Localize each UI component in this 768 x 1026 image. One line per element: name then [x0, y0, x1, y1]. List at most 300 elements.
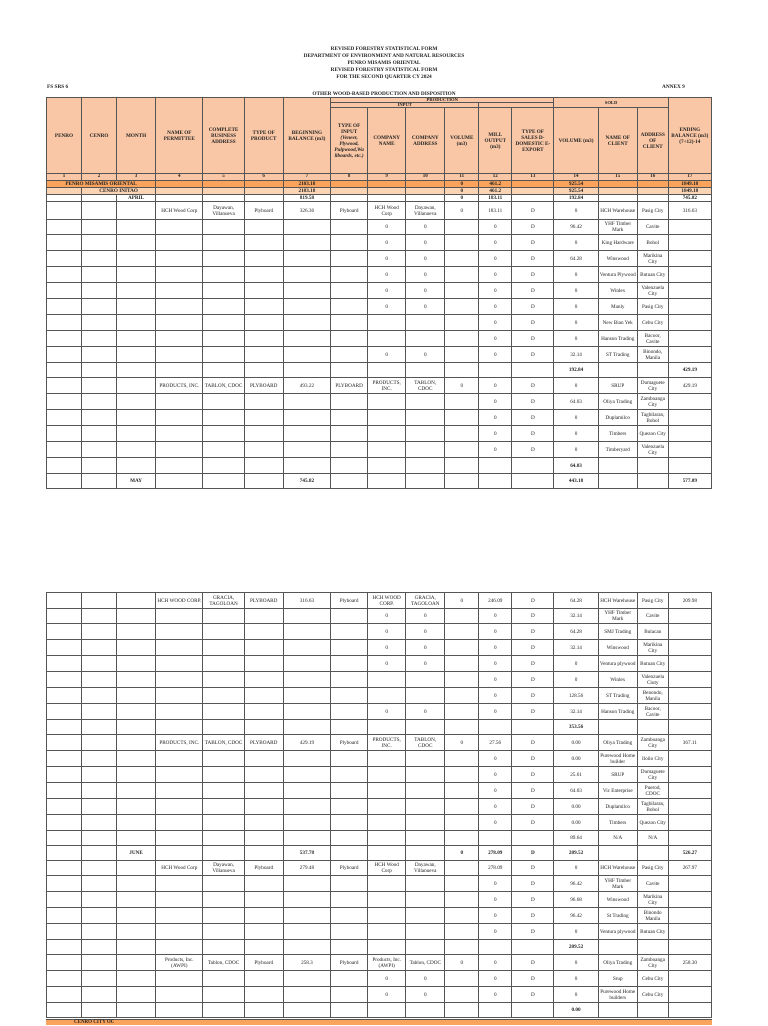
- table-cell: Plyboard: [244, 955, 283, 971]
- table-cell: [203, 783, 244, 799]
- table-cell: D: [512, 704, 554, 720]
- table-cell: [445, 940, 479, 955]
- table-cell: 0: [554, 378, 598, 394]
- table-cell: [445, 251, 479, 267]
- table-row: [47, 688, 712, 704]
- table-cell: [82, 202, 117, 220]
- table-cell: [117, 751, 156, 767]
- table-cell: [331, 799, 368, 815]
- table-cell: Tagbilaran, Bohol: [637, 410, 668, 426]
- table-cell: [598, 1003, 637, 1018]
- table-cell: [406, 892, 445, 908]
- table-cell: [445, 924, 479, 940]
- table-cell: [156, 767, 203, 783]
- table-cell: [668, 1003, 711, 1018]
- table-cell: Oliya Trading: [598, 394, 637, 410]
- table-cell: Oliya Trading: [598, 955, 637, 971]
- table-cell: [47, 720, 82, 735]
- table-cell: 0: [368, 640, 406, 656]
- column-number: 8: [331, 174, 368, 181]
- table-cell: 316.63: [668, 202, 711, 220]
- table-cell: [331, 283, 368, 299]
- table-cell: Hanson Trading: [598, 704, 637, 720]
- table-cell: [283, 656, 330, 672]
- table-cell: TABLON, CDOC: [203, 378, 244, 394]
- table-row: [47, 924, 712, 940]
- table-cell: [283, 720, 330, 735]
- table-cell: [244, 767, 283, 783]
- table-cell: [244, 363, 283, 378]
- table-row: [47, 704, 712, 720]
- table-cell: 0: [406, 609, 445, 624]
- table-cell: 0: [368, 656, 406, 672]
- table-cell: Ventura plywood: [598, 924, 637, 940]
- table-cell: [406, 394, 445, 410]
- table-cell: [117, 442, 156, 458]
- table-cell: TABLON, CDOC: [203, 735, 244, 751]
- table-cell: PRODUCTS, INC.: [368, 378, 406, 394]
- table-cell: Cebu City: [637, 987, 668, 1003]
- table-cell: 0: [554, 924, 598, 940]
- title-line-2: DEPARTMENT OF ENVIRONMENT AND NATURAL RESOURCES: [303, 53, 465, 59]
- table-cell: [117, 924, 156, 940]
- table-row: [47, 720, 712, 735]
- table-cell: 0: [554, 987, 598, 1003]
- table-cell: [203, 704, 244, 720]
- column-number: 14: [554, 174, 598, 181]
- table-cell: [156, 799, 203, 815]
- table-cell: [368, 363, 406, 378]
- table-cell: [445, 624, 479, 640]
- table-cell: 353.56: [554, 720, 598, 735]
- table-cell: [668, 987, 711, 1003]
- table-cell: [283, 783, 330, 799]
- table-cell: D: [512, 861, 554, 876]
- table-cell: [47, 876, 82, 892]
- table-cell: [244, 442, 283, 458]
- table-cell: [598, 940, 637, 955]
- table-cell: [331, 892, 368, 908]
- table-cell: [331, 363, 368, 378]
- table-cell: [283, 267, 330, 283]
- table-cell: [203, 688, 244, 704]
- table-cell: [82, 331, 117, 347]
- table-cell: [203, 220, 244, 235]
- table-cell: [331, 751, 368, 767]
- table-cell: [82, 767, 117, 783]
- table-cell: GRACIA, TAGOLOAN: [406, 593, 445, 609]
- table-cell: D: [512, 593, 554, 609]
- table-cell: [244, 283, 283, 299]
- table-cell: 278.09: [479, 861, 512, 876]
- table-cell: D: [512, 442, 554, 458]
- table-cell: HCH Warehouse: [598, 202, 637, 220]
- table-cell: [117, 378, 156, 394]
- table-cell: 0: [406, 299, 445, 315]
- table-cell: PLYBOARD: [244, 735, 283, 751]
- table-cell: 0: [554, 656, 598, 672]
- table-cell: [668, 267, 711, 283]
- april-summary-row: APRIL 819.58 0 183.11 192.84 745.82: [47, 195, 712, 202]
- table-cell: 246.09: [479, 593, 512, 609]
- table-cell: [117, 235, 156, 251]
- table-cell: [203, 892, 244, 908]
- table-cell: [47, 846, 82, 861]
- table-cell: [82, 474, 117, 489]
- table-cell: D: [512, 924, 554, 940]
- col-type-sales: TYPE OF SALES D- DOMESTIC E- EXPORT: [512, 108, 554, 174]
- table-cell: [82, 442, 117, 458]
- table-cell: [668, 299, 711, 315]
- table-cell: D: [512, 267, 554, 283]
- table-cell: MAY: [117, 474, 156, 489]
- table-cell: 0: [479, 971, 512, 987]
- table-cell: [331, 672, 368, 688]
- table-cell: [406, 924, 445, 940]
- table-cell: Valenzuela City: [637, 283, 668, 299]
- table-cell: [283, 767, 330, 783]
- table-cell: 27.56: [479, 735, 512, 751]
- table-cell: [445, 971, 479, 987]
- table-cell: [668, 656, 711, 672]
- table-cell: Benondo, Manila: [637, 688, 668, 704]
- col-volume: VOLUME (m3): [445, 108, 479, 174]
- table-cell: 0: [479, 442, 512, 458]
- col-company-address: COMPANY ADDRESS: [406, 108, 445, 174]
- table-cell: [331, 783, 368, 799]
- table-cell: [283, 831, 330, 846]
- table-cell: [82, 347, 117, 363]
- table-cell: 0: [554, 971, 598, 987]
- table-cell: [637, 720, 668, 735]
- table-cell: 0: [554, 955, 598, 971]
- table-row: [47, 815, 712, 831]
- column-number: 10: [406, 174, 445, 181]
- table-cell: [368, 474, 406, 489]
- table-cell: Puerod, CDOC: [637, 783, 668, 799]
- table-cell: [203, 251, 244, 267]
- table-cell: [47, 474, 82, 489]
- table-cell: [203, 846, 244, 861]
- column-number: 17: [668, 174, 711, 181]
- table-cell: 526.27: [668, 846, 711, 861]
- column-number: 6: [244, 174, 283, 181]
- table-cell: 537.78: [283, 846, 330, 861]
- table-row: [47, 624, 712, 640]
- col-cenro: CENRO: [82, 98, 117, 174]
- table-row: [47, 955, 712, 971]
- table-cell: [445, 474, 479, 489]
- table-cell: [156, 987, 203, 1003]
- table-row: [47, 283, 712, 299]
- table-cell: [203, 624, 244, 640]
- table-cell: 96.68: [554, 892, 598, 908]
- table-cell: 0.00: [554, 799, 598, 815]
- table-cell: [445, 331, 479, 347]
- table-cell: 0: [445, 955, 479, 971]
- table-cell: [368, 315, 406, 331]
- footer-strip: [46, 1019, 712, 1025]
- table-cell: [637, 458, 668, 474]
- table-cell: 0: [479, 704, 512, 720]
- table-cell: [668, 908, 711, 924]
- col-address: COMPLETE BUSINESS ADDRESS: [203, 98, 244, 174]
- table-cell: 316.63: [283, 593, 330, 609]
- table-cell: [406, 751, 445, 767]
- table-cell: 0: [406, 624, 445, 640]
- table-cell: [82, 704, 117, 720]
- group-production: PRODUCTION: [331, 98, 554, 103]
- table-cell: 0: [479, 394, 512, 410]
- table-row: [47, 799, 712, 815]
- table-cell: [331, 474, 368, 489]
- table-cell: Hanson Trading: [598, 331, 637, 347]
- table-cell: [668, 426, 711, 442]
- table-cell: 0: [554, 283, 598, 299]
- table-cell: 0.00: [554, 735, 598, 751]
- table-cell: [406, 315, 445, 331]
- table-cell: [445, 656, 479, 672]
- table-cell: [244, 220, 283, 235]
- table-cell: [244, 640, 283, 656]
- table-cell: [156, 624, 203, 640]
- table-cell: 32.14: [554, 640, 598, 656]
- table-cell: [406, 799, 445, 815]
- table-cell: [331, 624, 368, 640]
- table-cell: SRUP: [598, 378, 637, 394]
- table-cell: [668, 609, 711, 624]
- table-cell: [368, 876, 406, 892]
- table-cell: [283, 799, 330, 815]
- table-cell: [445, 394, 479, 410]
- table-cell: [47, 672, 82, 688]
- table-cell: 0: [479, 283, 512, 299]
- table-cell: [156, 908, 203, 924]
- table-cell: HCH Wood Corp: [368, 861, 406, 876]
- table-cell: [244, 347, 283, 363]
- table-cell: 64.03: [554, 394, 598, 410]
- table-row: [47, 940, 712, 955]
- table-cell: Valenzuela Ciuty: [637, 672, 668, 688]
- table-cell: [244, 410, 283, 426]
- table-cell: [117, 815, 156, 831]
- table-cell: [47, 987, 82, 1003]
- table-cell: [156, 831, 203, 846]
- table-cell: [668, 783, 711, 799]
- table-row: [47, 410, 712, 426]
- table-cell: [244, 799, 283, 815]
- table-cell: D: [512, 955, 554, 971]
- table-cell: [283, 410, 330, 426]
- table-cell: [156, 971, 203, 987]
- table-cell: [668, 394, 711, 410]
- table-cell: Timberyard: [598, 442, 637, 458]
- column-number: 11: [445, 174, 479, 181]
- table-cell: [156, 251, 203, 267]
- table-cell: 0: [406, 220, 445, 235]
- table-cell: [203, 1003, 244, 1018]
- table-cell: [117, 363, 156, 378]
- table-cell: [82, 971, 117, 987]
- table-cell: [283, 609, 330, 624]
- table-cell: [156, 474, 203, 489]
- table-cell: [445, 783, 479, 799]
- table-cell: [244, 704, 283, 720]
- table-cell: 745.82: [283, 474, 330, 489]
- table-row: [47, 971, 712, 987]
- table-cell: D: [512, 735, 554, 751]
- table-cell: [406, 688, 445, 704]
- table-cell: [117, 672, 156, 688]
- table-cell: [331, 831, 368, 846]
- table-cell: [203, 971, 244, 987]
- table-cell: [47, 609, 82, 624]
- table-cell: Bacoor, Cavite: [637, 331, 668, 347]
- col-product: TYPE OF PRODUCT: [244, 98, 283, 174]
- table-cell: Cavite: [637, 609, 668, 624]
- table-cell: [47, 267, 82, 283]
- table-cell: [668, 892, 711, 908]
- table-cell: 32.14: [554, 347, 598, 363]
- table-cell: Zamboanga City: [637, 735, 668, 751]
- table-cell: 0: [479, 410, 512, 426]
- table-cell: Duplamilco: [598, 799, 637, 815]
- table-cell: 64.03: [554, 783, 598, 799]
- table-cell: [368, 331, 406, 347]
- table-cell: [156, 720, 203, 735]
- table-row: [47, 783, 712, 799]
- table-cell: [368, 688, 406, 704]
- table-cell: [156, 704, 203, 720]
- table-cell: [82, 624, 117, 640]
- table-cell: Marikina City: [637, 892, 668, 908]
- table-cell: 429.19: [668, 378, 711, 394]
- table-cell: [156, 267, 203, 283]
- table-cell: [479, 474, 512, 489]
- table-cell: Cavite: [637, 220, 668, 235]
- table-cell: [156, 688, 203, 704]
- table-cell: [47, 892, 82, 908]
- table-cell: [47, 283, 82, 299]
- table-cell: Pasig City: [637, 593, 668, 609]
- title-line-4: REVISED FORESTRY STATISTICAL FORM: [330, 67, 438, 73]
- table-cell: D: [512, 299, 554, 315]
- table-cell: [668, 442, 711, 458]
- table-cell: [82, 940, 117, 955]
- table-cell: 0: [554, 861, 598, 876]
- table-cell: [445, 299, 479, 315]
- table-cell: [117, 704, 156, 720]
- table-cell: [203, 987, 244, 1003]
- table-cell: PLYBOARD: [331, 378, 368, 394]
- table-cell: [203, 720, 244, 735]
- table-row: [47, 363, 712, 378]
- table-cell: Quezon City: [637, 426, 668, 442]
- table-cell: [244, 426, 283, 442]
- column-number: 7: [283, 174, 330, 181]
- table-cell: [637, 846, 668, 861]
- table-cell: PRODUCTS, INC.: [368, 735, 406, 751]
- table-cell: [283, 442, 330, 458]
- table-cell: D: [512, 347, 554, 363]
- table-cell: 0: [479, 751, 512, 767]
- table-cell: Products, Inc. (AWPI): [368, 955, 406, 971]
- table-cell: [512, 940, 554, 955]
- table-cell: [203, 267, 244, 283]
- table-cell: PLYBOARD: [244, 593, 283, 609]
- table-cell: [283, 892, 330, 908]
- table-cell: 0: [368, 704, 406, 720]
- table-cell: D: [512, 672, 554, 688]
- table-cell: Vic Enterprise: [598, 783, 637, 799]
- table-cell: 32.14: [554, 609, 598, 624]
- table-cell: [283, 251, 330, 267]
- table-cell: [445, 767, 479, 783]
- table-cell: [82, 799, 117, 815]
- table-cell: [117, 410, 156, 426]
- table-cell: Plyboard: [331, 202, 368, 220]
- table-cell: [117, 720, 156, 735]
- table-cell: PRODUCTS, INC.: [156, 378, 203, 394]
- table-cell: 0: [479, 267, 512, 283]
- table-cell: Tablon, CDOC: [203, 955, 244, 971]
- table-cell: [117, 640, 156, 656]
- column-number: 4: [156, 174, 203, 181]
- table-row: [47, 656, 712, 672]
- table-cell: [283, 283, 330, 299]
- table-cell: [406, 1003, 445, 1018]
- column-number: 13: [512, 174, 554, 181]
- table-cell: GRACIA, TAGOLOAN: [203, 593, 244, 609]
- table-cell: [156, 410, 203, 426]
- table-cell: [244, 672, 283, 688]
- table-cell: 0: [368, 624, 406, 640]
- table-cell: [283, 458, 330, 474]
- table-cell: HCH WOOD CORP.: [156, 593, 203, 609]
- title-line-5: FOR THE SECOND QUARTER CY 2024: [336, 74, 432, 80]
- table-cell: [368, 1003, 406, 1018]
- table-cell: [668, 720, 711, 735]
- table-cell: [117, 861, 156, 876]
- table-cell: [244, 971, 283, 987]
- table-cell: [283, 704, 330, 720]
- table-cell: [117, 624, 156, 640]
- table-cell: Cavite: [637, 876, 668, 892]
- table-cell: [445, 704, 479, 720]
- table-cell: [445, 267, 479, 283]
- table-cell: [156, 924, 203, 940]
- table-cell: [406, 831, 445, 846]
- table-cell: [244, 474, 283, 489]
- table-cell: YHF Timber Mark: [598, 876, 637, 892]
- table-cell: D: [512, 846, 554, 861]
- table-cell: 0: [479, 331, 512, 347]
- table-row: [47, 593, 712, 609]
- table-cell: 0: [479, 672, 512, 688]
- table-cell: [203, 347, 244, 363]
- production-table-1: [46, 97, 712, 489]
- table-cell: [479, 720, 512, 735]
- table-cell: [203, 940, 244, 955]
- table-cell: [283, 235, 330, 251]
- table-cell: D: [512, 656, 554, 672]
- table-cell: [117, 876, 156, 892]
- table-cell: [479, 458, 512, 474]
- table-cell: 0.00: [554, 751, 598, 767]
- table-row: [47, 267, 712, 283]
- table-cell: [82, 783, 117, 799]
- table-cell: [637, 940, 668, 955]
